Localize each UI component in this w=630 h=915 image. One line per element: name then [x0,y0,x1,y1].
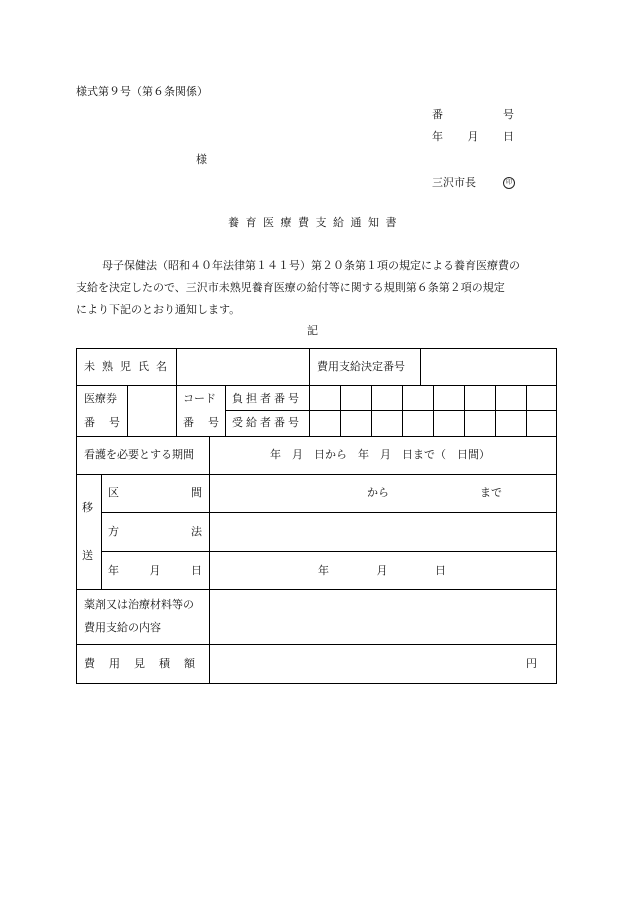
digit-divider [433,385,434,436]
digit-divider [495,385,496,436]
nursing-period-value: 年 月 日から 年 月 日まで（ 日間） [270,448,490,461]
form-label: 様式第９号（第６条関係） [76,85,208,98]
digit-divider [371,385,372,436]
body-line-2: 支給を決定したので、三沢市未熟児養育医療の給付等に関する規則第６条第２項の規定 [76,281,505,294]
digit-divider [309,385,310,436]
section-kan: 間 [191,486,202,499]
digit-divider [340,385,341,436]
section-ku: 区 [108,486,119,499]
row-divider [225,410,557,411]
transfer-date-value-year: 年 [318,564,329,577]
table-right-border [556,348,557,684]
estimate-label: 費用見積額 [84,657,209,670]
table-bottom-border [76,683,557,684]
child-name-label: 未熟児氏名 [84,360,174,373]
transfer-date-value-day: 日 [435,564,446,577]
col-divider [101,474,102,589]
code-label: コード [183,392,216,405]
transfer-date-value [318,564,446,578]
issue-date-year: 年 [432,130,443,143]
body-line-1: 母子保健法（昭和４０年法律第１４１号）第２０条第１項の規定による養育医療費の [102,259,520,272]
table-top-border [76,348,557,349]
number-label [432,108,514,122]
decision-number-label: 費用支給決定番号 [317,360,405,373]
recipient-number-label: 受給者番号 [232,416,302,429]
col-divider [127,385,128,436]
drug-label-1: 薬剤又は治療材料等の [84,598,194,611]
transfer-date-month: 月 [149,564,161,577]
drug-label-2: 費用支給の内容 [84,621,161,634]
transfer-date-label [108,564,202,578]
row-divider [76,474,557,475]
payer-number-label: 負担者番号 [232,392,302,405]
col-divider [209,436,210,684]
digit-divider [526,385,527,436]
ticket-number-label-2 [84,416,120,430]
seal-icon: 印 [503,177,515,189]
number-label-ban: 番 [432,108,443,121]
nursing-period-label: 看護を必要とする期間 [84,448,194,461]
document-title: 養育医療費支給通知書 [228,216,403,229]
ki-label: 記 [307,324,318,337]
table-left-border [76,348,77,684]
code-ban: 番 [183,416,194,429]
row-divider [101,512,557,513]
addressee-suffix: 様 [196,153,207,166]
body-line-3: により下記のとおり通知します。 [76,303,241,316]
ticket-ban: 番 [84,416,95,429]
row-divider [101,551,557,552]
row-divider [76,589,557,590]
row-divider [76,644,557,645]
section-label [108,486,202,500]
number-label-go: 号 [503,108,514,121]
section-from: から [367,486,389,499]
code-label-2 [183,416,219,430]
transfer-date-day: 日 [191,564,202,577]
method-hou: 法 [191,525,202,538]
code-go: 号 [208,416,219,429]
ticket-number-label: 医療券 [84,392,117,405]
digit-divider [402,385,403,436]
digit-divider [464,385,465,436]
col-divider [309,348,310,385]
row-divider [76,436,557,437]
col-divider [176,348,177,385]
col-divider [420,348,421,385]
transfer-date-value-month: 月 [376,564,388,577]
ticket-go: 号 [109,416,120,429]
section-to: まで [480,486,502,499]
issue-date-day: 日 [503,130,514,143]
issue-date-month: 月 [467,130,479,143]
method-ho: 方 [108,525,119,538]
transfer-label-1: 移 [82,501,93,514]
method-label [108,525,202,539]
issuer: 三沢市長 [432,176,476,189]
col-divider [176,385,177,436]
issue-date [432,130,514,144]
transfer-label-2: 送 [82,549,93,562]
row-divider [76,385,557,386]
yen-label: 円 [526,657,537,670]
transfer-date-year: 年 [108,564,119,577]
col-divider [225,385,226,436]
